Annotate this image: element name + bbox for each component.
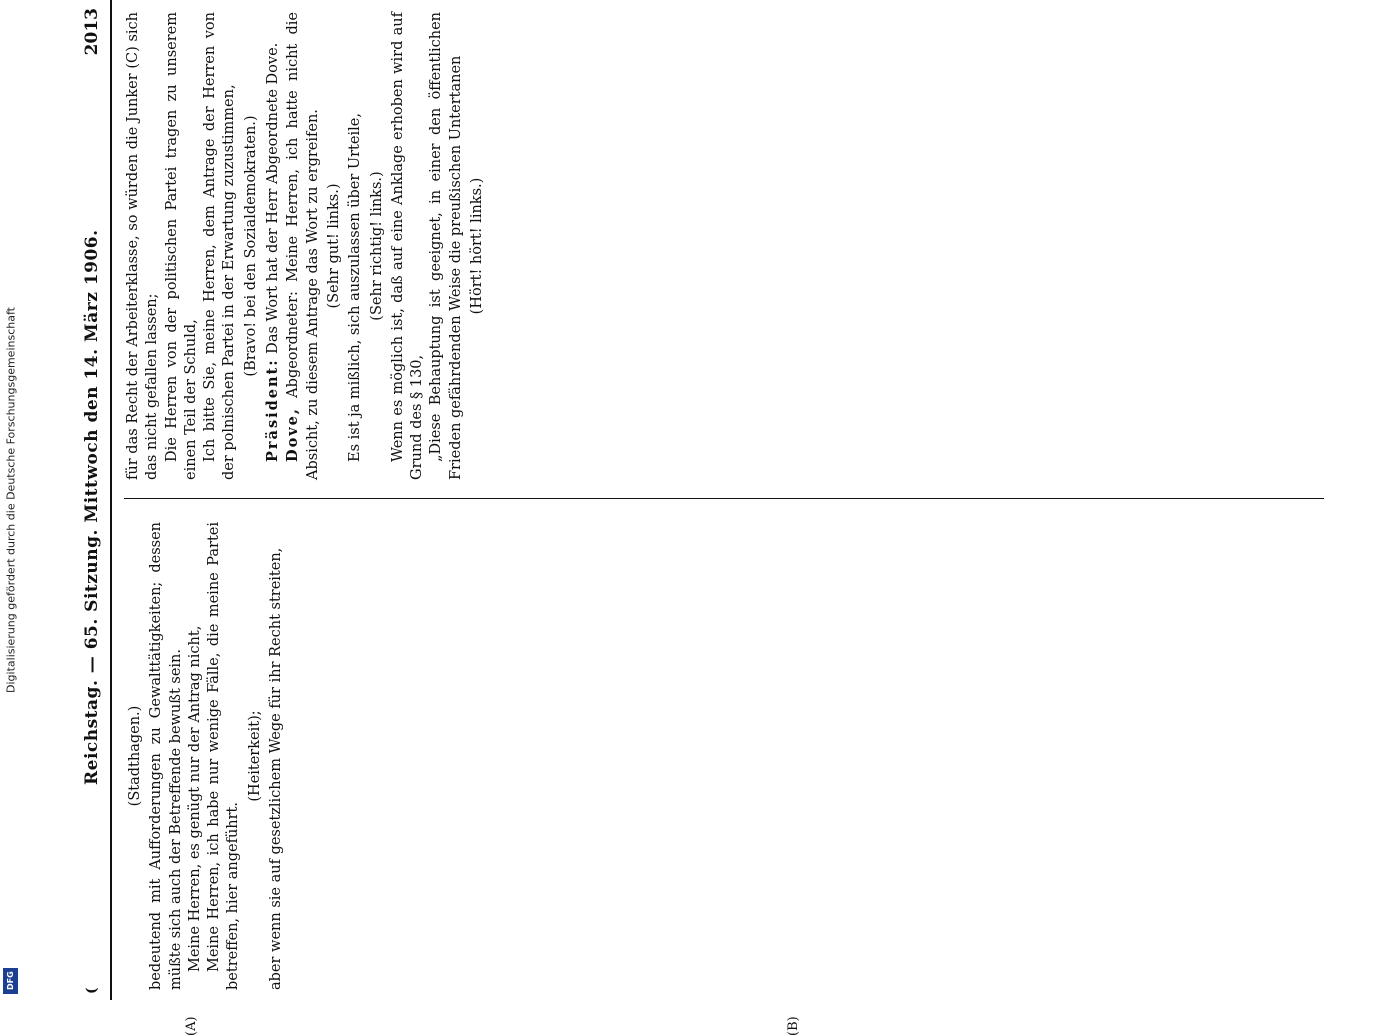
paragraph: Meine Herren, es genügt nur der Antrag nicht, (186, 625, 203, 972)
page-header (76, 0, 112, 1000)
speaker-name: Dove, (284, 407, 302, 462)
president-text: Das Wort hat der Herr Abgeordnete Dove. (265, 42, 282, 354)
interjection: (Bravo! bei den Sozialdemokraten.) (242, 115, 259, 377)
left-column (124, 522, 1324, 1036)
paragraph: Es ist ja mißlich, sich auszulassen über Urteile, (347, 113, 364, 462)
paragraph: Ich bitte Sie, meine Herren, dem Antrage der Herren von der polnischen Partei in der Erwartung zuzustimmen, (202, 12, 238, 480)
footer-strip (0, 0, 22, 1000)
quotation: „Diese Behauptung ist geeignet, in einer den öffentlichen Frieden gefährdenden Weise die preußischen Untertanen (428, 12, 464, 480)
margin-marker-a: (A) (184, 1016, 199, 1036)
margin-marker-b: (B) (786, 1016, 801, 1036)
paragraph: bedeutend mit Aufforderungen zu Gewalttätigkeiten; dessen müßte sich auch der Betreffende bewußt sein. (148, 522, 184, 990)
speaker-tag: (Stadthagen.) (127, 705, 143, 807)
interjection: (Sehr richtig! links.) (368, 171, 385, 321)
speaker-role: Abgeordneter: (285, 291, 302, 398)
column-divider (124, 497, 1324, 499)
paragraph: Meine Herren, ich habe nur wenige Fälle, die meine Partei betreffen, hier angeführt. (206, 522, 242, 990)
page-number: 2013 (82, 8, 102, 56)
paragraph: Wenn es möglich ist, daß auf eine Anklage erhoben wird auf Grund des § 130, (389, 12, 426, 480)
speaker-text: Meine Herren, ich hatte nicht die Absicht, zu diesem Antrage das Wort zu ergreifen. (285, 12, 321, 480)
header-title: Reichstag. — 65. Sitzung. Mittwoch den 14. März 1906. (82, 229, 102, 785)
right-column (124, 12, 1324, 480)
president-label: Präsident: (264, 358, 282, 462)
digitization-note: Digitalisierung gefördert durch die Deutsche Forschungsgemeinschaft (4, 307, 18, 693)
header-paren: ( (84, 987, 100, 994)
interjection: (Hört! hört! links.) (469, 177, 486, 315)
interjection: (Heiterkeit); (246, 710, 263, 802)
dfg-logo: DFG (3, 968, 18, 994)
interjection: (Sehr gut! links.) (325, 183, 342, 309)
paragraph: aber wenn sie auf gesetzlichem Wege für ihr Recht streiten, (268, 547, 285, 990)
paragraph: Die Herren von der politischen Partei tragen zu unserem einen Teil der Schuld, (163, 12, 199, 480)
scanned-page (72, 0, 1342, 1036)
paragraph: für das Recht der Arbeiterklasse, so würden die Junker (C) sich das nicht gefallen lassen; (125, 12, 161, 480)
paragraph (263, 12, 283, 480)
paragraph (283, 12, 323, 480)
